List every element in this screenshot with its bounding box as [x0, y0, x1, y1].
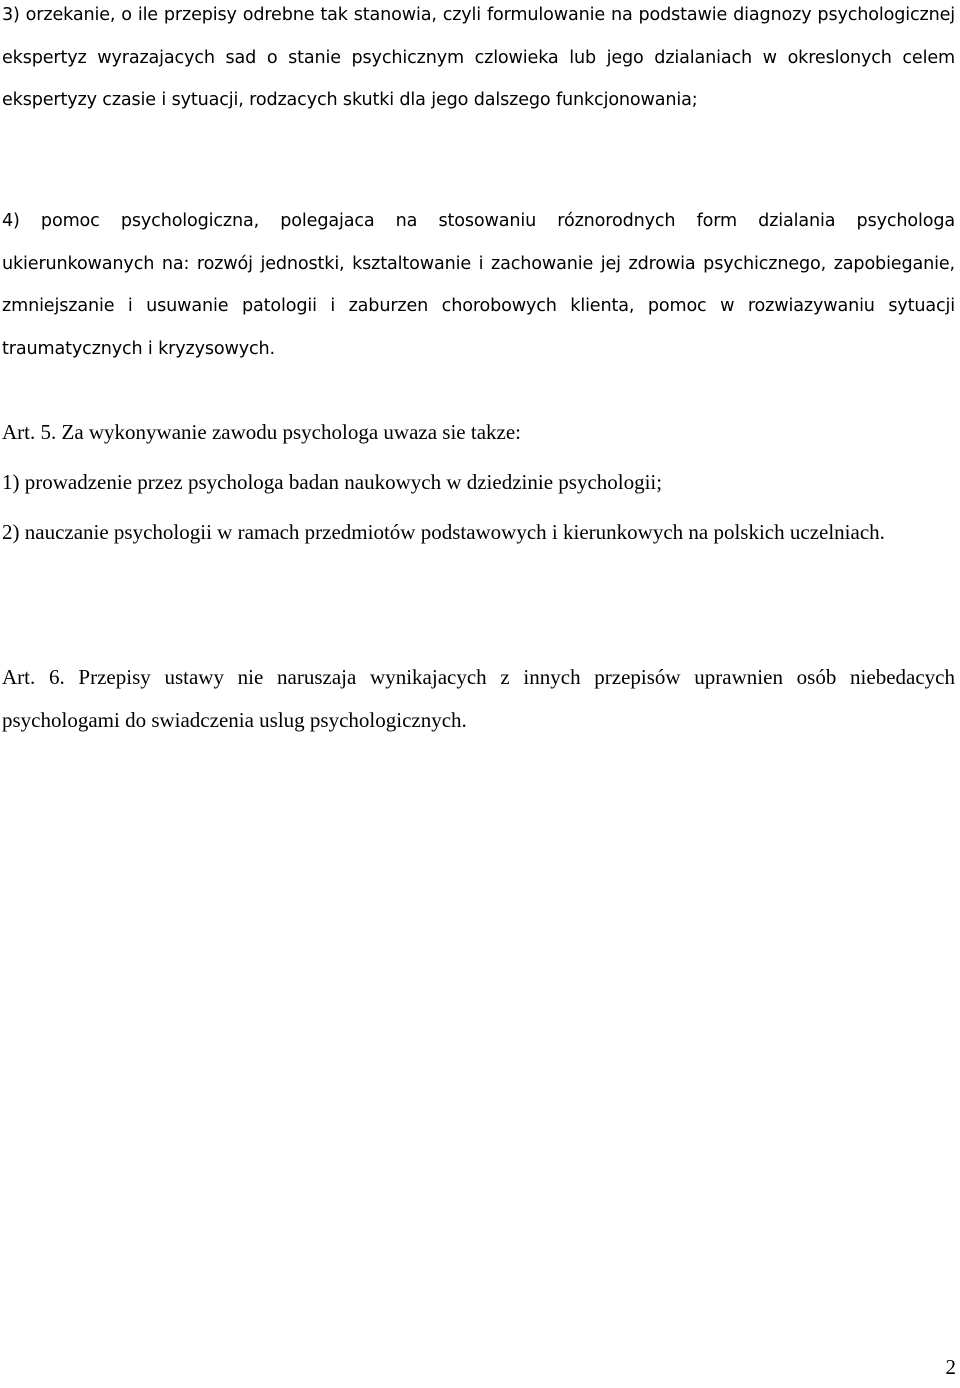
paragraph-art-5: Art. 5. Za wykonywanie zawodu psychologa uwaza sie takze: [2, 420, 521, 444]
paragraph-item-3: 3) orzekanie, o ile przepisy odrebne tak stanowia, czyli formulowanie na podstawie diagnozy psychologicznej ekspertyz wyrazajacych sad o stanie psychicznym czlowieka lub jego dzialaniach w okreslonych celem ekspertyzy czasie i sytuacji, rodzacych skutki dla jego dalszego funkcjonowania; [2, 5, 955, 110]
paragraph-art-6: Art. 6. Przepisy ustawy nie naruszaja wynikajacych z innych przepisów uprawnien osób niebedacych psychologami do swiadczenia uslug psychologicznych. [2, 665, 955, 732]
paragraph-art-5-item-2: 2) nauczanie psychologii w ramach przedmiotów podstawowych i kierunkowych na polskich uczelniach. [2, 520, 885, 544]
paragraph-art-5-item-1: 1) prowadzenie przez psychologa badan naukowych w dziedzinie psychologii; [2, 470, 663, 494]
paragraph-item-4: 4) pomoc psychologiczna, polegajaca na stosowaniu róznorodnych form dzialania psychologa ukierunkowanych na: rozwój jednostki, ksztaltowanie i zachowanie jej zdrowia psychicznego, zapobieganie, zmniejszanie i usuwanie patologii i zaburzen chorobowych klienta, pomoc w rozwiazywaniu sytuacji traumatycznych i kryzysowych. [2, 211, 955, 359]
page-number: 2 [945, 1355, 956, 1379]
